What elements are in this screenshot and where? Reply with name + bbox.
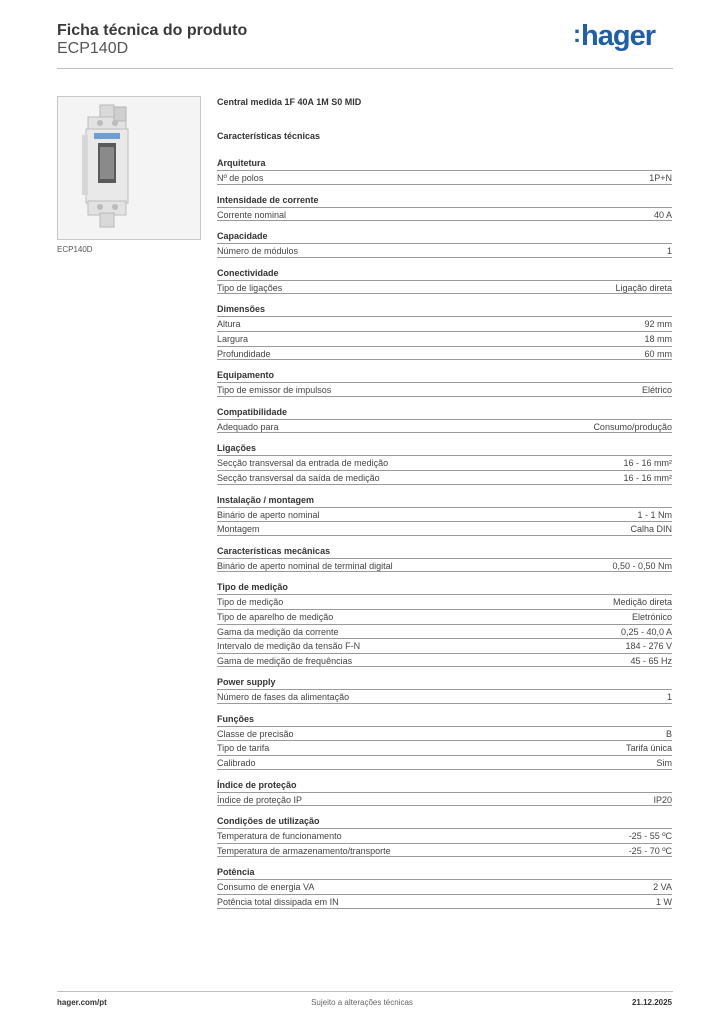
spec-value: Ligação direta <box>615 282 672 293</box>
spec-label: Tipo de emissor de impulsos <box>217 385 332 396</box>
spec-label: Profundidade <box>217 348 271 359</box>
spec-label: Tipo de medição <box>217 597 284 608</box>
hager-logo <box>573 20 655 53</box>
spec-value: 16 - 16 mm² <box>623 458 672 469</box>
spec-group-title: Conectividade <box>217 267 279 278</box>
spec-row <box>217 843 672 858</box>
spec-group <box>217 493 672 536</box>
spec-row <box>217 879 672 894</box>
footer-divider <box>57 991 673 992</box>
spec-row <box>217 207 672 222</box>
spec-group <box>217 544 672 573</box>
spec-label: Nº de polos <box>217 173 264 183</box>
spec-value: 18 mm <box>644 333 672 344</box>
spec-label: Número de fases da alimentação <box>217 692 350 703</box>
spec-group-title: Funções <box>217 713 255 724</box>
product-image <box>57 96 201 240</box>
spec-value: 60 mm <box>644 348 672 359</box>
spec-value: 1 <box>666 692 672 703</box>
spec-group <box>217 675 672 704</box>
spec-group-title: Arquitetura <box>217 158 266 168</box>
spec-group-title: Tipo de medição <box>217 582 288 593</box>
spec-group <box>217 814 672 857</box>
spec-label: Secção transversal da saída de medição <box>217 472 380 483</box>
spec-row <box>217 346 672 361</box>
spec-group-title: Instalação / montagem <box>217 494 315 505</box>
spec-group-title: Condições de utilização <box>217 816 320 827</box>
spec-label: Largura <box>217 333 249 344</box>
spec-row <box>217 792 672 807</box>
spec-value: Sim <box>656 758 672 769</box>
spec-group-title: Ligações <box>217 443 257 454</box>
spec-group <box>217 229 672 258</box>
spec-group <box>217 266 672 295</box>
spec-value: 1 - 1 Nm <box>637 509 672 520</box>
spec-label: Tipo de ligações <box>217 282 283 293</box>
spec-value: Tarifa única <box>625 743 672 754</box>
footer-date: 21.12.2025 <box>631 998 672 1007</box>
spec-label: Potência total dissipada em IN <box>217 897 339 908</box>
spec-content <box>217 97 672 917</box>
spec-label: Calibrado <box>217 758 256 769</box>
spec-label: Binário de aperto nominal <box>217 509 320 520</box>
spec-row <box>217 521 672 536</box>
spec-label: Montagem <box>217 524 260 535</box>
spec-row <box>217 280 672 295</box>
spec-label: Gama de medição de frequências <box>217 655 353 666</box>
spec-label: Binário de aperto nominal de terminal digital <box>217 560 393 571</box>
spec-row <box>217 653 672 668</box>
spec-row <box>217 594 672 609</box>
spec-label: Intervalo de medição da tensão F-N <box>217 641 361 652</box>
spec-row <box>217 316 672 331</box>
spec-label: Tipo de tarifa <box>217 743 270 754</box>
footer-disclaimer: Sujeito a alterações técnicas <box>311 998 413 1007</box>
spec-value: 2 VA <box>653 882 672 893</box>
spec-label: Secção transversal da entrada de medição <box>217 458 389 469</box>
spec-value: 0,25 - 40,0 A <box>620 626 672 637</box>
spec-label: Consumo de energia VA <box>217 882 315 893</box>
page-header <box>57 20 673 70</box>
spec-group-title: Equipamento <box>217 370 275 381</box>
spec-group <box>217 368 672 397</box>
spec-value: B <box>665 728 672 739</box>
spec-value: 1 <box>666 246 672 257</box>
spec-group <box>217 193 672 222</box>
spec-label: Tipo de aparelho de medição <box>217 611 334 622</box>
spec-row <box>217 726 672 741</box>
spec-label: Altura <box>217 319 241 330</box>
spec-group <box>217 580 672 667</box>
spec-groups <box>217 156 672 909</box>
spec-value: 92 mm <box>644 319 672 330</box>
spec-label: Adequado para <box>217 421 279 432</box>
spec-value: -25 - 55 ºC <box>628 831 672 842</box>
spec-value: Consumo/produção <box>593 421 672 432</box>
spec-value: Medição direta <box>612 597 672 608</box>
spec-group-title: Compatibilidade <box>217 406 288 417</box>
spec-group-title: Potência <box>217 867 255 878</box>
spec-group-title: Capacidade <box>217 231 268 242</box>
spec-value: 16 - 16 mm² <box>623 472 672 483</box>
energy-meter-illustration <box>58 97 200 239</box>
spec-row <box>217 638 672 653</box>
spec-row <box>217 755 672 770</box>
spec-row <box>217 609 672 624</box>
spec-row <box>217 331 672 346</box>
spec-label: Temperatura de armazenamento/transporte <box>217 845 391 856</box>
spec-group <box>217 405 672 434</box>
spec-value: Elétrico <box>641 385 672 396</box>
spec-value: 0,50 - 0,50 Nm <box>612 560 672 571</box>
spec-group <box>217 865 672 908</box>
spec-value: 40 A <box>653 209 672 220</box>
spec-group <box>217 778 672 807</box>
spec-label: Número de módulos <box>217 246 299 257</box>
spec-value: 45 - 65 Hz <box>630 655 672 666</box>
spec-group-title: Power supply <box>217 677 276 688</box>
spec-row <box>217 894 672 909</box>
spec-row <box>217 243 672 258</box>
spec-row <box>217 470 672 485</box>
spec-group-title: Características mecânicas <box>217 545 331 556</box>
page-title: Ficha técnica do produto <box>57 22 248 39</box>
logo-text: hager <box>581 20 655 52</box>
spec-row <box>217 419 672 434</box>
spec-value: Eletrónico <box>631 611 672 622</box>
spec-row <box>217 828 672 843</box>
spec-row <box>217 507 672 522</box>
spec-row <box>217 624 672 639</box>
spec-value: Calha DIN <box>630 524 672 535</box>
spec-value: -25 - 70 ºC <box>628 845 672 856</box>
spec-group <box>217 441 672 484</box>
section-title: Características técnicas <box>217 131 321 141</box>
spec-label: Temperatura de funcionamento <box>217 831 342 842</box>
spec-label: Gama da medição da corrente <box>217 626 339 637</box>
spec-row <box>217 689 672 704</box>
header-divider <box>57 68 673 69</box>
footer-website[interactable]: hager.com/pt <box>57 998 107 1007</box>
product-reference: ECP140D <box>57 40 129 57</box>
spec-row <box>217 558 672 573</box>
logo-colon: : <box>573 21 581 48</box>
spec-group-title: Intensidade de corrente <box>217 194 319 205</box>
spec-label: Corrente nominal <box>217 209 287 220</box>
spec-group <box>217 156 672 185</box>
spec-group-title: Índice de proteção <box>217 779 297 790</box>
spec-value: 184 - 276 V <box>625 641 672 652</box>
spec-label: Classe de precisão <box>217 728 294 739</box>
spec-row <box>217 740 672 755</box>
spec-value: 1P+N <box>649 173 672 183</box>
spec-row <box>217 382 672 397</box>
spec-group-title: Dimensões <box>217 304 266 315</box>
spec-row <box>217 455 672 470</box>
spec-group <box>217 302 672 360</box>
spec-row <box>217 170 672 185</box>
spec-value: 1 W <box>655 897 672 908</box>
spec-label: Índice de proteção IP <box>217 794 303 805</box>
image-caption: ECP140D <box>57 245 93 254</box>
product-name: Central medida 1F 40A 1M S0 MID <box>217 97 362 107</box>
spec-group <box>217 712 672 770</box>
spec-value: IP20 <box>653 794 672 805</box>
